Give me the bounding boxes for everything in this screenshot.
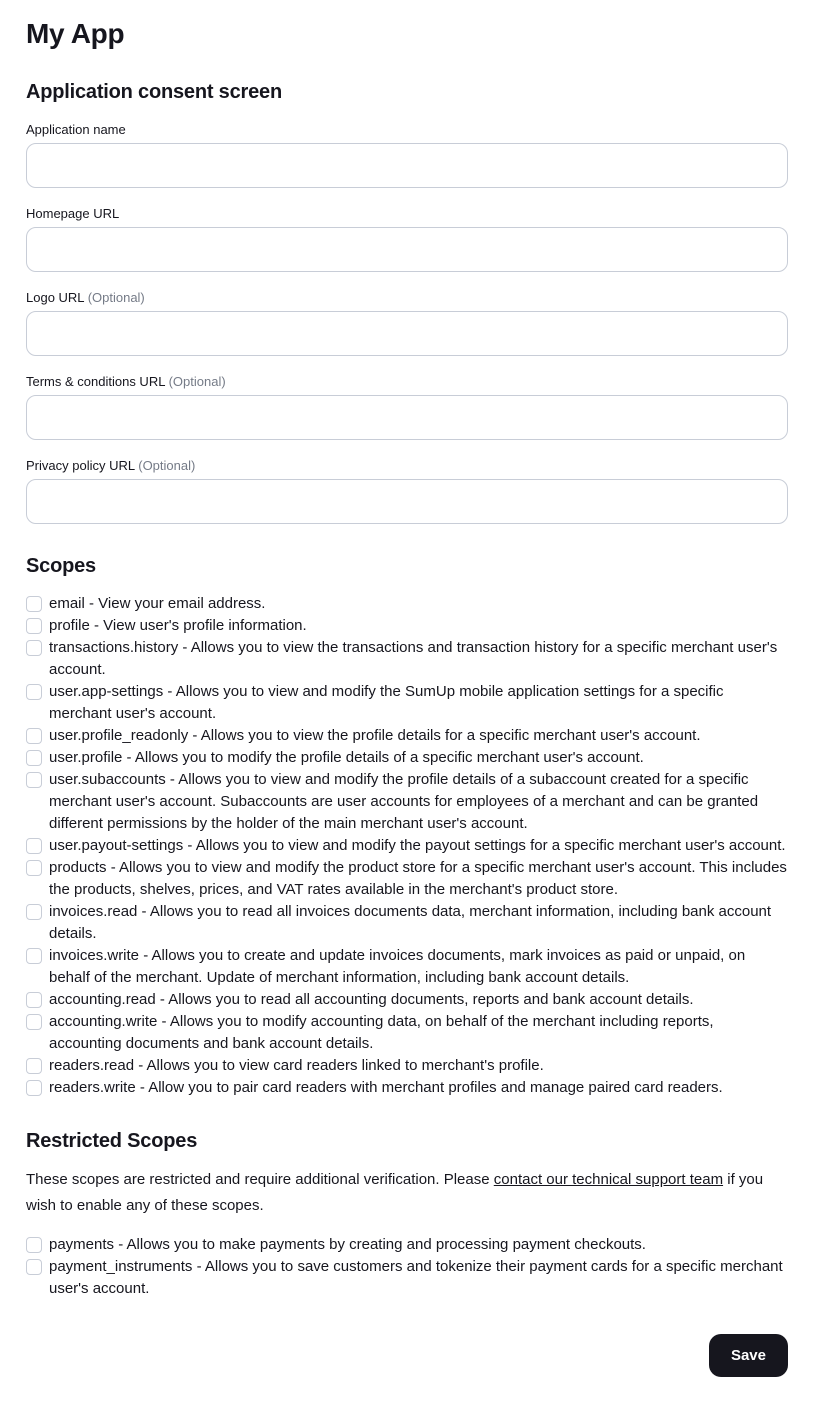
restricted-scope-label: payments - Allows you to make payments by creating and processing payment checkouts. bbox=[49, 1236, 646, 1254]
scope-checkbox[interactable] bbox=[26, 860, 42, 876]
terms-url-label-text: Terms & conditions URL bbox=[26, 374, 165, 390]
privacy-url-label bbox=[26, 458, 788, 474]
form-actions bbox=[26, 1334, 788, 1377]
scope-checkbox[interactable] bbox=[26, 904, 42, 920]
scope-checkbox[interactable] bbox=[26, 772, 42, 788]
page-title: My App bbox=[26, 18, 125, 49]
scope-item bbox=[26, 945, 788, 989]
field-application-name bbox=[26, 122, 788, 188]
scope-label: accounting.write - Allows you to modify accounting data, on behalf of the merchant including reports, accounting documents and bank account details. bbox=[49, 1013, 714, 1053]
scope-label: products - Allows you to view and modify the product store for a specific merchant user's account. This includes the products, shelves, prices, and VAT rates available in the merchant's product store. bbox=[49, 859, 787, 899]
scope-item bbox=[26, 615, 788, 637]
scope-checkbox[interactable] bbox=[26, 838, 42, 854]
logo-url-optional-tag: (Optional) bbox=[87, 290, 145, 306]
scope-item bbox=[26, 747, 788, 769]
application-name-input[interactable] bbox=[26, 143, 788, 188]
field-homepage-url bbox=[26, 206, 788, 272]
scopes-list bbox=[26, 593, 788, 1099]
logo-url-label bbox=[26, 290, 788, 306]
save-button[interactable]: Save bbox=[709, 1334, 788, 1377]
scope-label: user.profile - Allows you to modify the profile details of a specific merchant user's account. bbox=[49, 749, 644, 767]
scope-checkbox[interactable] bbox=[26, 596, 42, 612]
homepage-url-label-text: Homepage URL bbox=[26, 206, 120, 222]
homepage-url-input[interactable] bbox=[26, 227, 788, 272]
scope-label: user.subaccounts - Allows you to view and modify the profile details of a subaccount created for a specific merchant user's account. Subaccounts are user accounts for employees of a merchant and can be granted different permissions by the holder of the main merchant user's account. bbox=[49, 771, 759, 833]
scope-item bbox=[26, 725, 788, 747]
scope-item bbox=[26, 989, 788, 1011]
scope-checkbox[interactable] bbox=[26, 948, 42, 964]
scope-label: email - View your email address. bbox=[49, 595, 266, 613]
scope-label: readers.read - Allows you to view card readers linked to merchant's profile. bbox=[49, 1057, 544, 1075]
scope-item bbox=[26, 1055, 788, 1077]
homepage-url-label bbox=[26, 206, 788, 222]
scope-label: user.payout-settings - Allows you to view and modify the payout settings for a specific merchant user's account. bbox=[49, 837, 786, 855]
application-name-label-text: Application name bbox=[26, 122, 126, 138]
field-logo-url bbox=[26, 290, 788, 356]
scope-item bbox=[26, 1011, 788, 1055]
scope-label: invoices.write - Allows you to create and update invoices documents, mark invoices as paid or unpaid, on behalf of the merchant. Update of merchant information, including bank account details. bbox=[49, 947, 746, 987]
scope-item bbox=[26, 901, 788, 945]
restricted-scope-item bbox=[26, 1234, 788, 1256]
scope-label: readers.write - Allow you to pair card readers with merchant profiles and manage paired card readers. bbox=[49, 1079, 723, 1097]
restricted-intro bbox=[26, 1167, 771, 1219]
scope-item bbox=[26, 769, 788, 835]
scope-checkbox[interactable] bbox=[26, 640, 42, 656]
field-privacy-url bbox=[26, 458, 788, 524]
terms-url-input[interactable] bbox=[26, 395, 788, 440]
scope-label: user.app-settings - Allows you to view and modify the SumUp mobile application settings for a specific merchant user's account. bbox=[49, 683, 724, 723]
restricted-scope-checkbox[interactable] bbox=[26, 1237, 42, 1253]
scope-item bbox=[26, 681, 788, 725]
restricted-scope-label: payment_instruments - Allows you to save customers and tokenize their payment cards for a specific merchant user's account. bbox=[49, 1258, 783, 1298]
scope-item bbox=[26, 593, 788, 615]
scope-label: invoices.read - Allows you to read all invoices documents data, merchant information, including bank account details. bbox=[49, 903, 772, 943]
scope-label: user.profile_readonly - Allows you to view the profile details for a specific merchant user's account. bbox=[49, 727, 701, 745]
consent-section-title: Application consent screen bbox=[26, 81, 282, 104]
logo-url-label-text: Logo URL bbox=[26, 290, 85, 306]
scope-checkbox[interactable] bbox=[26, 684, 42, 700]
restricted-intro-after: if you wish to enable any of these scopes. bbox=[26, 1171, 764, 1215]
restricted-section-title: Restricted Scopes bbox=[26, 1130, 198, 1153]
restricted-scopes-list bbox=[26, 1234, 788, 1300]
field-terms-url bbox=[26, 374, 788, 440]
scope-item bbox=[26, 835, 788, 857]
scope-item bbox=[26, 857, 788, 901]
scope-checkbox[interactable] bbox=[26, 992, 42, 1008]
restricted-intro-before: These scopes are restricted and require additional verification. Please bbox=[26, 1171, 494, 1189]
scope-checkbox[interactable] bbox=[26, 750, 42, 766]
terms-url-label bbox=[26, 374, 788, 390]
scope-label: profile - View user's profile information. bbox=[49, 617, 307, 635]
scope-checkbox[interactable] bbox=[26, 1014, 42, 1030]
privacy-url-optional-tag: (Optional) bbox=[138, 458, 196, 474]
restricted-scope-checkbox[interactable] bbox=[26, 1259, 42, 1275]
support-team-link[interactable]: contact our technical support team bbox=[493, 1171, 724, 1189]
scope-label: transactions.history - Allows you to view the transactions and transaction history for a specific merchant user's account. bbox=[49, 639, 778, 679]
privacy-url-input[interactable] bbox=[26, 479, 788, 524]
scope-checkbox[interactable] bbox=[26, 618, 42, 634]
logo-url-input[interactable] bbox=[26, 311, 788, 356]
scopes-section-title: Scopes bbox=[26, 555, 96, 578]
scope-checkbox[interactable] bbox=[26, 1058, 42, 1074]
restricted-scope-item bbox=[26, 1256, 788, 1300]
scope-item bbox=[26, 1077, 788, 1099]
scope-checkbox[interactable] bbox=[26, 728, 42, 744]
privacy-url-label-text: Privacy policy URL bbox=[26, 458, 135, 474]
scope-item bbox=[26, 637, 788, 681]
scope-checkbox[interactable] bbox=[26, 1080, 42, 1096]
terms-url-optional-tag: (Optional) bbox=[168, 374, 226, 390]
application-name-label bbox=[26, 122, 788, 138]
scope-label: accounting.read - Allows you to read all accounting documents, reports and bank account details. bbox=[49, 991, 694, 1009]
